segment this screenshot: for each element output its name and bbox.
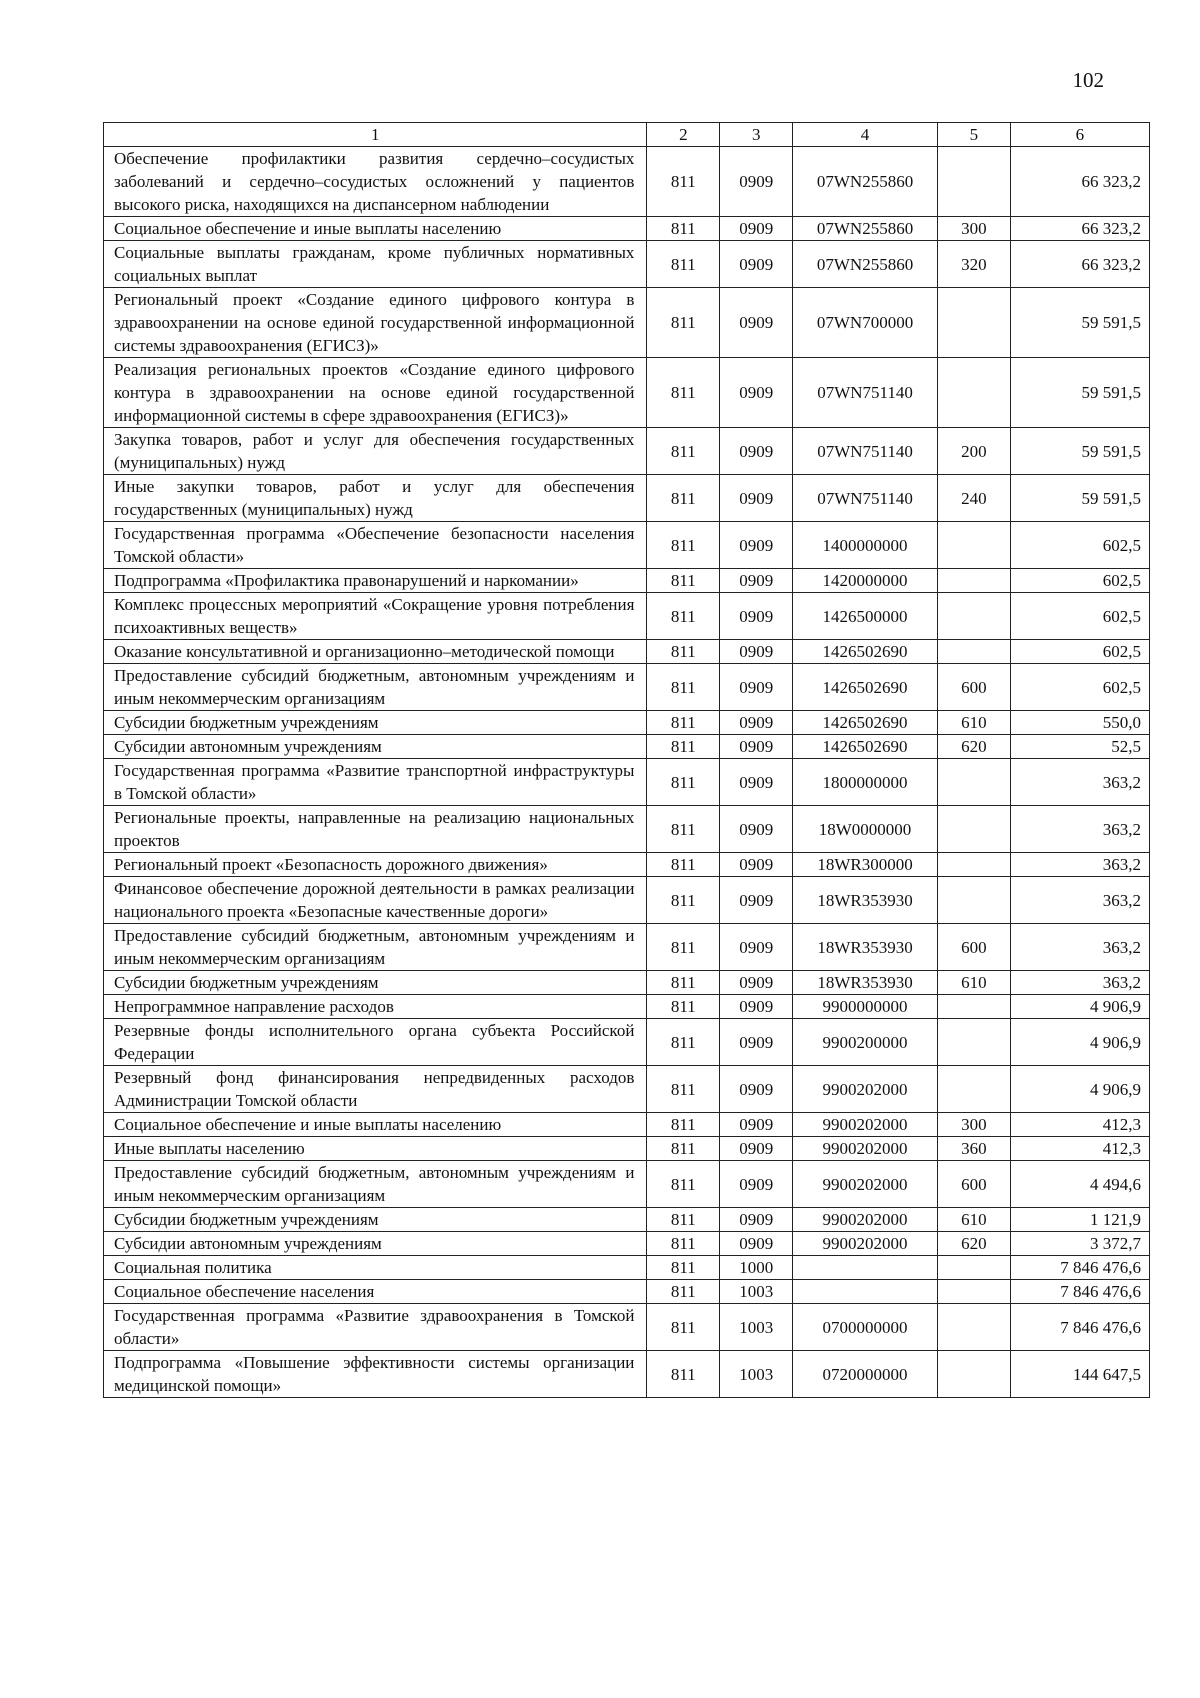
table-row <box>104 593 1150 640</box>
table-row <box>104 1304 1150 1351</box>
section-code-cell: 0909 <box>720 1113 793 1137</box>
expense-type-cell: 600 <box>937 924 1010 971</box>
amount-cell: 66 323,2 <box>1010 241 1149 288</box>
amount-cell: 4 906,9 <box>1010 1019 1149 1066</box>
table-row <box>104 1280 1150 1304</box>
ministry-code-cell: 811 <box>647 1256 720 1280</box>
section-code-cell: 1003 <box>720 1351 793 1398</box>
row-name-cell: Резервные фонды исполнительного органа субъекта Российской Федерации <box>104 1019 647 1066</box>
section-code-cell: 0909 <box>720 971 793 995</box>
target-article-cell: 1426502690 <box>793 735 938 759</box>
expense-type-cell: 610 <box>937 971 1010 995</box>
row-name-cell: Социальные выплаты гражданам, кроме публичных нормативных социальных выплат <box>104 241 647 288</box>
expense-type-cell <box>937 1256 1010 1280</box>
ministry-code-cell: 811 <box>647 475 720 522</box>
row-name-cell: Государственная программа «Обеспечение безопасности населения Томской области» <box>104 522 647 569</box>
row-name-cell: Подпрограмма «Профилактика правонарушений и наркомании» <box>104 569 647 593</box>
section-code-cell: 0909 <box>720 1161 793 1208</box>
section-code-cell: 0909 <box>720 711 793 735</box>
target-article-cell: 18WR353930 <box>793 924 938 971</box>
section-code-cell: 0909 <box>720 735 793 759</box>
section-code-cell: 0909 <box>720 1137 793 1161</box>
amount-cell: 59 591,5 <box>1010 358 1149 428</box>
expense-type-cell <box>937 1066 1010 1113</box>
expense-type-cell <box>937 1280 1010 1304</box>
ministry-code-cell: 811 <box>647 241 720 288</box>
header-cell: 1 <box>104 123 647 147</box>
expense-type-cell: 610 <box>937 711 1010 735</box>
ministry-code-cell: 811 <box>647 428 720 475</box>
section-code-cell: 0909 <box>720 995 793 1019</box>
section-code-cell: 0909 <box>720 806 793 853</box>
section-code-cell: 0909 <box>720 1208 793 1232</box>
row-name-cell: Закупка товаров, работ и услуг для обеспечения государственных (муниципальных) нужд <box>104 428 647 475</box>
row-name-cell: Государственная программа «Развитие здравоохранения в Томской области» <box>104 1304 647 1351</box>
expense-type-cell <box>937 877 1010 924</box>
expense-type-cell: 610 <box>937 1208 1010 1232</box>
expense-type-cell: 200 <box>937 428 1010 475</box>
table-row <box>104 217 1150 241</box>
target-article-cell: 9900202000 <box>793 1137 938 1161</box>
section-code-cell: 0909 <box>720 217 793 241</box>
target-article-cell <box>793 1256 938 1280</box>
row-name-cell: Комплекс процессных мероприятий «Сокращение уровня потребления психоактивных веществ» <box>104 593 647 640</box>
expense-type-cell: 300 <box>937 217 1010 241</box>
amount-cell: 412,3 <box>1010 1137 1149 1161</box>
section-code-cell: 0909 <box>720 664 793 711</box>
amount-cell: 4 494,6 <box>1010 1161 1149 1208</box>
row-name-cell: Региональный проект «Создание единого цифрового контура в здравоохранении на основе единой государственной информационной системы здравоохранения (ЕГИСЗ)» <box>104 288 647 358</box>
section-code-cell: 0909 <box>720 1232 793 1256</box>
section-code-cell: 0909 <box>720 241 793 288</box>
row-name-cell: Субсидии автономным учреждениям <box>104 1232 647 1256</box>
table-row <box>104 640 1150 664</box>
section-code-cell: 0909 <box>720 924 793 971</box>
ministry-code-cell: 811 <box>647 1066 720 1113</box>
section-code-cell: 0909 <box>720 358 793 428</box>
row-name-cell: Социальное обеспечение и иные выплаты населению <box>104 217 647 241</box>
ministry-code-cell: 811 <box>647 1351 720 1398</box>
amount-cell: 144 647,5 <box>1010 1351 1149 1398</box>
table-row <box>104 147 1150 217</box>
target-article-cell: 18WR353930 <box>793 971 938 995</box>
amount-cell: 66 323,2 <box>1010 217 1149 241</box>
amount-cell: 550,0 <box>1010 711 1149 735</box>
expense-type-cell <box>937 358 1010 428</box>
ministry-code-cell: 811 <box>647 1280 720 1304</box>
target-article-cell: 18WR300000 <box>793 853 938 877</box>
expense-type-cell <box>937 1304 1010 1351</box>
row-name-cell: Подпрограмма «Повышение эффективности системы организации медицинской помощи» <box>104 1351 647 1398</box>
row-name-cell: Субсидии бюджетным учреждениям <box>104 711 647 735</box>
table-row <box>104 522 1150 569</box>
amount-cell: 363,2 <box>1010 877 1149 924</box>
amount-cell: 363,2 <box>1010 924 1149 971</box>
budget-table <box>103 122 1150 1398</box>
target-article-cell: 18WR353930 <box>793 877 938 924</box>
expense-type-cell: 300 <box>937 1113 1010 1137</box>
target-article-cell: 9900202000 <box>793 1208 938 1232</box>
target-article-cell: 9900202000 <box>793 1066 938 1113</box>
expense-type-cell <box>937 147 1010 217</box>
table-row <box>104 711 1150 735</box>
amount-cell: 602,5 <box>1010 593 1149 640</box>
ministry-code-cell: 811 <box>647 1304 720 1351</box>
expense-type-cell <box>937 1019 1010 1066</box>
target-article-cell: 07WN751140 <box>793 358 938 428</box>
target-article-cell: 1426502690 <box>793 664 938 711</box>
section-code-cell: 0909 <box>720 1066 793 1113</box>
row-name-cell: Иные закупки товаров, работ и услуг для обеспечения государственных (муниципальных) нужд <box>104 475 647 522</box>
target-article-cell: 07WN700000 <box>793 288 938 358</box>
amount-cell: 52,5 <box>1010 735 1149 759</box>
section-code-cell: 0909 <box>720 640 793 664</box>
target-article-cell: 07WN255860 <box>793 217 938 241</box>
ministry-code-cell: 811 <box>647 759 720 806</box>
header-row <box>104 123 1150 147</box>
table-row <box>104 971 1150 995</box>
target-article-cell: 1426502690 <box>793 711 938 735</box>
header-cell: 6 <box>1010 123 1149 147</box>
ministry-code-cell: 811 <box>647 593 720 640</box>
table-row <box>104 806 1150 853</box>
section-code-cell: 0909 <box>720 147 793 217</box>
ministry-code-cell: 811 <box>647 217 720 241</box>
ministry-code-cell: 811 <box>647 971 720 995</box>
expense-type-cell: 620 <box>937 1232 1010 1256</box>
ministry-code-cell: 811 <box>647 640 720 664</box>
ministry-code-cell: 811 <box>647 1019 720 1066</box>
row-name-cell: Реализация региональных проектов «Создание единого цифрового контура в здравоохранении на основе единой государственной информационной системы в сфере здравоохранения (ЕГИСЗ)» <box>104 358 647 428</box>
target-article-cell: 9900200000 <box>793 1019 938 1066</box>
target-article-cell: 9900202000 <box>793 1113 938 1137</box>
amount-cell: 363,2 <box>1010 853 1149 877</box>
table-row <box>104 475 1150 522</box>
target-article-cell: 1426502690 <box>793 640 938 664</box>
expense-type-cell: 240 <box>937 475 1010 522</box>
section-code-cell: 0909 <box>720 522 793 569</box>
expense-type-cell: 320 <box>937 241 1010 288</box>
amount-cell: 3 372,7 <box>1010 1232 1149 1256</box>
row-name-cell: Непрограммное направление расходов <box>104 995 647 1019</box>
table-row <box>104 759 1150 806</box>
target-article-cell: 0700000000 <box>793 1304 938 1351</box>
table-row <box>104 569 1150 593</box>
row-name-cell: Субсидии бюджетным учреждениям <box>104 1208 647 1232</box>
section-code-cell: 1003 <box>720 1304 793 1351</box>
target-article-cell: 9900202000 <box>793 1161 938 1208</box>
section-code-cell: 0909 <box>720 759 793 806</box>
ministry-code-cell: 811 <box>647 735 720 759</box>
ministry-code-cell: 811 <box>647 664 720 711</box>
ministry-code-cell: 811 <box>647 924 720 971</box>
table-row <box>104 877 1150 924</box>
section-code-cell: 0909 <box>720 475 793 522</box>
table-row <box>104 1019 1150 1066</box>
ministry-code-cell: 811 <box>647 1161 720 1208</box>
expense-type-cell <box>937 288 1010 358</box>
row-name-cell: Оказание консультативной и организационно–методической помощи <box>104 640 647 664</box>
ministry-code-cell: 811 <box>647 1137 720 1161</box>
ministry-code-cell: 811 <box>647 1208 720 1232</box>
target-article-cell: 07WN255860 <box>793 241 938 288</box>
ministry-code-cell: 811 <box>647 1113 720 1137</box>
row-name-cell: Социальное обеспечение и иные выплаты населению <box>104 1113 647 1137</box>
ministry-code-cell: 811 <box>647 1232 720 1256</box>
expense-type-cell <box>937 995 1010 1019</box>
amount-cell: 602,5 <box>1010 522 1149 569</box>
ministry-code-cell: 811 <box>647 358 720 428</box>
amount-cell: 363,2 <box>1010 806 1149 853</box>
target-article-cell: 07WN751140 <box>793 475 938 522</box>
header-cell: 5 <box>937 123 1010 147</box>
section-code-cell: 1003 <box>720 1280 793 1304</box>
row-name-cell: Финансовое обеспечение дорожной деятельности в рамках реализации национального проекта «Безопасные качественные дороги» <box>104 877 647 924</box>
target-article-cell: 9900202000 <box>793 1232 938 1256</box>
target-article-cell: 9900000000 <box>793 995 938 1019</box>
expense-type-cell <box>937 569 1010 593</box>
table-row <box>104 428 1150 475</box>
ministry-code-cell: 811 <box>647 522 720 569</box>
row-name-cell: Резервный фонд финансирования непредвиденных расходов Администрации Томской области <box>104 1066 647 1113</box>
row-name-cell: Социальная политика <box>104 1256 647 1280</box>
expense-type-cell <box>937 593 1010 640</box>
row-name-cell: Иные выплаты населению <box>104 1137 647 1161</box>
amount-cell: 7 846 476,6 <box>1010 1304 1149 1351</box>
expense-type-cell: 600 <box>937 1161 1010 1208</box>
target-article-cell <box>793 1280 938 1304</box>
table-row <box>104 1232 1150 1256</box>
page-number: 102 <box>1072 68 1104 92</box>
amount-cell: 4 906,9 <box>1010 1066 1149 1113</box>
amount-cell: 412,3 <box>1010 1113 1149 1137</box>
amount-cell: 59 591,5 <box>1010 475 1149 522</box>
target-article-cell: 1426500000 <box>793 593 938 640</box>
header-cell: 2 <box>647 123 720 147</box>
target-article-cell: 1420000000 <box>793 569 938 593</box>
table-row <box>104 853 1150 877</box>
amount-cell: 4 906,9 <box>1010 995 1149 1019</box>
ministry-code-cell: 811 <box>647 569 720 593</box>
section-code-cell: 0909 <box>720 593 793 640</box>
row-name-cell: Обеспечение профилактики развития сердечно–сосудистых заболеваний и сердечно–сосудистых осложнений у пациентов высокого риска, находящихся на диспансерном наблюдении <box>104 147 647 217</box>
target-article-cell: 07WN255860 <box>793 147 938 217</box>
expense-type-cell: 600 <box>937 664 1010 711</box>
table-row <box>104 995 1150 1019</box>
expense-type-cell <box>937 759 1010 806</box>
row-name-cell: Предоставление субсидий бюджетным, автономным учреждениям и иным некоммерческим организациям <box>104 1161 647 1208</box>
expense-type-cell <box>937 1351 1010 1398</box>
ministry-code-cell: 811 <box>647 995 720 1019</box>
table-row <box>104 1208 1150 1232</box>
row-name-cell: Государственная программа «Развитие транспортной инфраструктуры в Томской области» <box>104 759 647 806</box>
amount-cell: 363,2 <box>1010 971 1149 995</box>
target-article-cell: 18W0000000 <box>793 806 938 853</box>
amount-cell: 363,2 <box>1010 759 1149 806</box>
expense-type-cell <box>937 853 1010 877</box>
section-code-cell: 0909 <box>720 877 793 924</box>
section-code-cell: 0909 <box>720 428 793 475</box>
table-row <box>104 664 1150 711</box>
ministry-code-cell: 811 <box>647 853 720 877</box>
table-row <box>104 241 1150 288</box>
row-name-cell: Предоставление субсидий бюджетным, автономным учреждениям и иным некоммерческим организациям <box>104 664 647 711</box>
row-name-cell: Субсидии автономным учреждениям <box>104 735 647 759</box>
table-row <box>104 1066 1150 1113</box>
row-name-cell: Субсидии бюджетным учреждениям <box>104 971 647 995</box>
table-row <box>104 1137 1150 1161</box>
ministry-code-cell: 811 <box>647 147 720 217</box>
expense-type-cell <box>937 640 1010 664</box>
section-code-cell: 1000 <box>720 1256 793 1280</box>
ministry-code-cell: 811 <box>647 877 720 924</box>
amount-cell: 66 323,2 <box>1010 147 1149 217</box>
section-code-cell: 0909 <box>720 853 793 877</box>
section-code-cell: 0909 <box>720 288 793 358</box>
table-row <box>104 288 1150 358</box>
header-cell: 3 <box>720 123 793 147</box>
table-row <box>104 1256 1150 1280</box>
expense-type-cell: 360 <box>937 1137 1010 1161</box>
amount-cell: 7 846 476,6 <box>1010 1280 1149 1304</box>
target-article-cell: 1800000000 <box>793 759 938 806</box>
table-row <box>104 1161 1150 1208</box>
amount-cell: 602,5 <box>1010 569 1149 593</box>
amount-cell: 7 846 476,6 <box>1010 1256 1149 1280</box>
row-name-cell: Региональный проект «Безопасность дорожного движения» <box>104 853 647 877</box>
header-cell: 4 <box>793 123 938 147</box>
amount-cell: 59 591,5 <box>1010 428 1149 475</box>
table-row <box>104 1113 1150 1137</box>
row-name-cell: Социальное обеспечение населения <box>104 1280 647 1304</box>
ministry-code-cell: 811 <box>647 711 720 735</box>
row-name-cell: Региональные проекты, направленные на реализацию национальных проектов <box>104 806 647 853</box>
ministry-code-cell: 811 <box>647 806 720 853</box>
ministry-code-cell: 811 <box>647 288 720 358</box>
target-article-cell: 07WN751140 <box>793 428 938 475</box>
amount-cell: 602,5 <box>1010 664 1149 711</box>
row-name-cell: Предоставление субсидий бюджетным, автономным учреждениям и иным некоммерческим организациям <box>104 924 647 971</box>
section-code-cell: 0909 <box>720 1019 793 1066</box>
table-row <box>104 1351 1150 1398</box>
amount-cell: 59 591,5 <box>1010 288 1149 358</box>
expense-type-cell: 620 <box>937 735 1010 759</box>
target-article-cell: 0720000000 <box>793 1351 938 1398</box>
table-row <box>104 924 1150 971</box>
expense-type-cell <box>937 522 1010 569</box>
amount-cell: 1 121,9 <box>1010 1208 1149 1232</box>
amount-cell: 602,5 <box>1010 640 1149 664</box>
table-row <box>104 358 1150 428</box>
target-article-cell: 1400000000 <box>793 522 938 569</box>
table-row <box>104 735 1150 759</box>
section-code-cell: 0909 <box>720 569 793 593</box>
table-body <box>104 123 1150 1398</box>
expense-type-cell <box>937 806 1010 853</box>
